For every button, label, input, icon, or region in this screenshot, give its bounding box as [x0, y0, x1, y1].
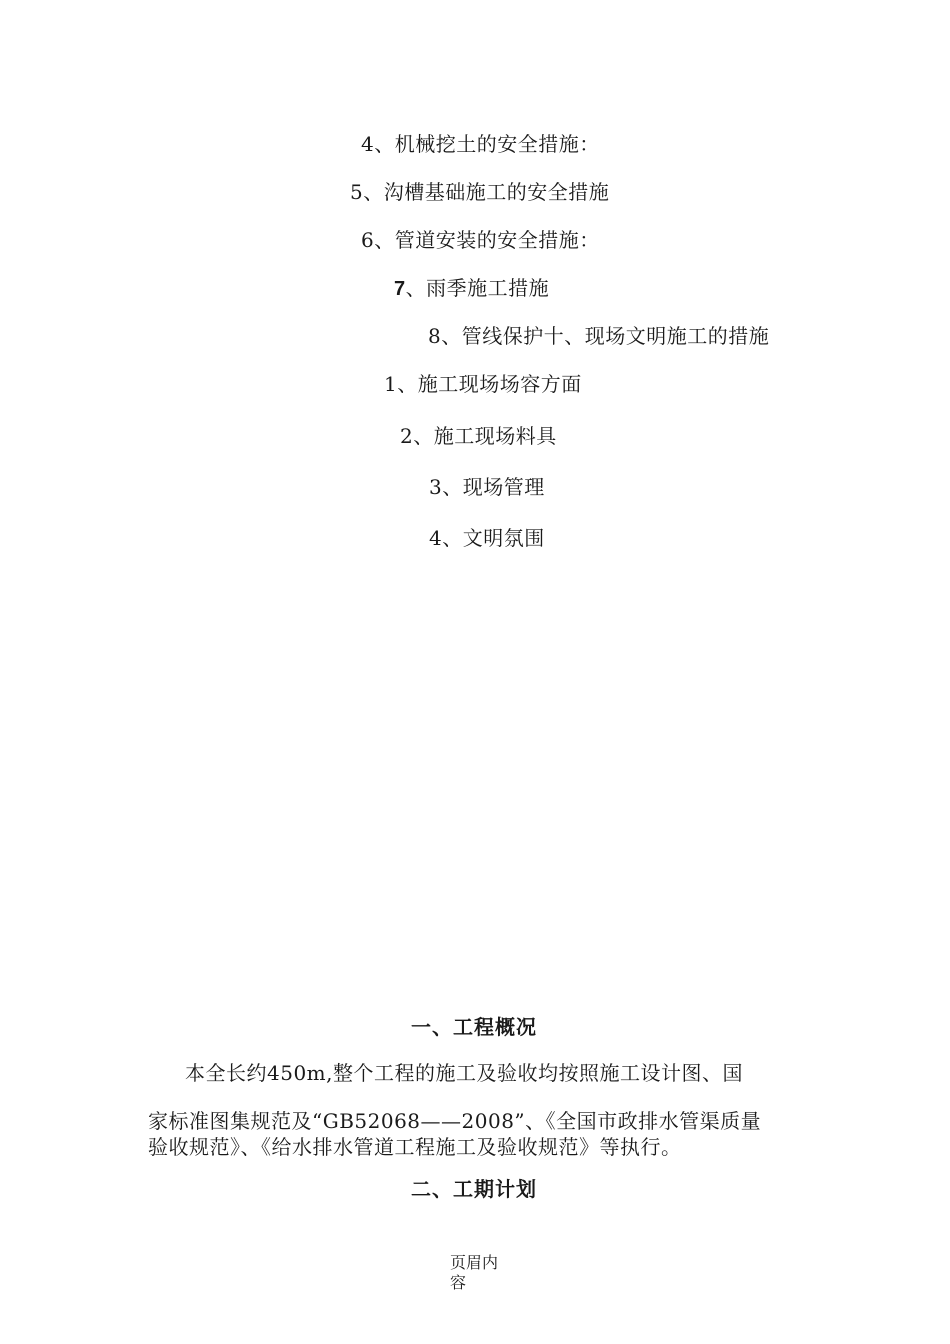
toc-item-pipeline-protection: 8、管线保护十、现场文明施工的措施 — [428, 324, 770, 348]
toc-item-mechanical-excavation: 4、机械挖土的安全措施： — [361, 132, 600, 156]
paragraph-line: 本全长约450m,整个工程的施工及验收均按照施工设计图、国 — [185, 1061, 743, 1085]
section-heading-project-overview: 一、工程概况 — [411, 1015, 537, 1039]
toc-item-site-appearance: 1、施工现场场容方面 — [384, 372, 582, 396]
toc-item-civilized-atmosphere: 4、文明氛围 — [429, 526, 545, 550]
paragraph-line: 验收规范》、《给水排水管道工程施工及验收规范》等执行。 — [148, 1135, 682, 1159]
toc-item-pipe-installation: 6、管道安装的安全措施： — [361, 228, 600, 252]
toc-item-trench-foundation: 5、沟槽基础施工的安全措施 — [350, 180, 610, 204]
section-heading-schedule: 二、工期计划 — [411, 1177, 537, 1201]
toc-item-site-management: 3、现场管理 — [429, 475, 545, 499]
toc-item-number: 7 — [394, 278, 406, 300]
toc-item-label: 、雨季施工措施 — [405, 276, 550, 300]
toc-item-site-materials: 2、施工现场料具 — [400, 424, 557, 448]
toc-item-rainy-season — [394, 276, 549, 301]
paragraph-line: 家标准图集规范及“GB52068——2008”、《全国市政排水管渠质量 — [148, 1109, 762, 1133]
page-footer: 页眉内容 — [450, 1253, 499, 1292]
